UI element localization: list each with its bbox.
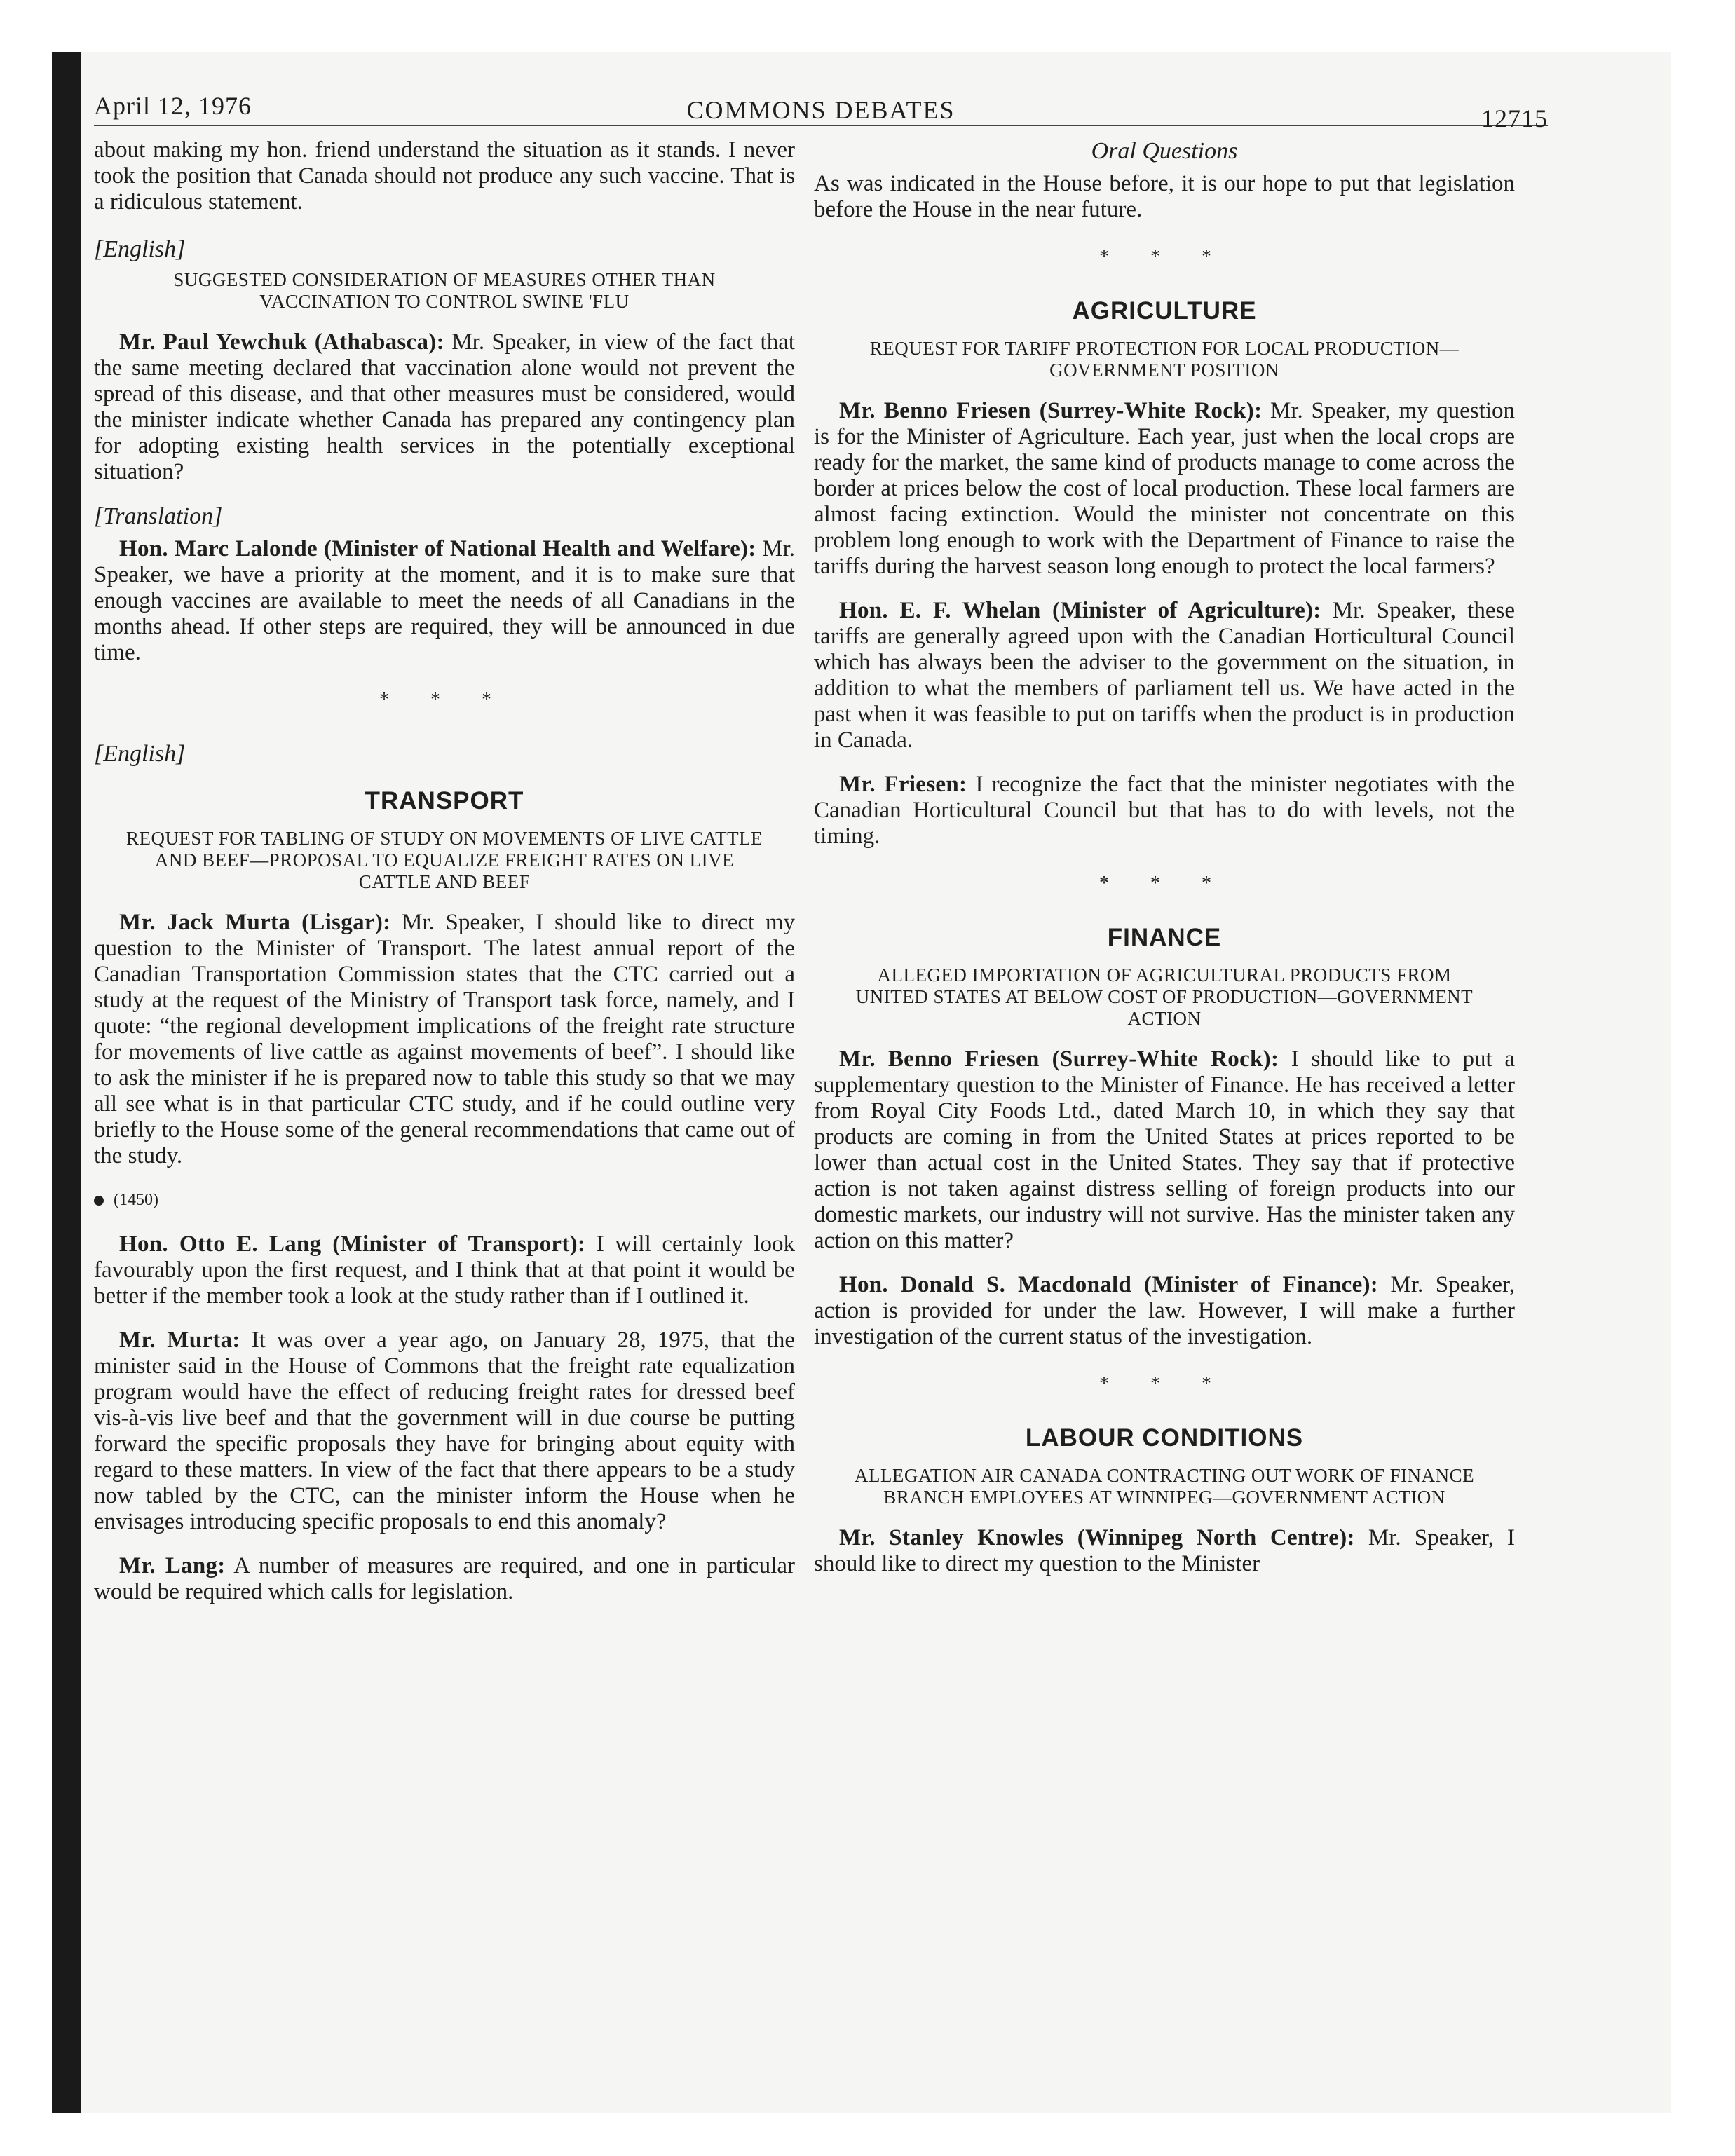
speech-text: I should like to put a supplementary question to the Minister of Finance. He has received a letter from Royal City Foods Ltd., dated March 10, in which they say that products are coming in from the United States at prices reported to be lower than actual cost in the United States. They say that if protective action is not taken against distress selling of foreign products into our domestic markets, our industry will not survive. Has the minister taken any action on this matter?	[814, 1046, 1515, 1253]
speaker-name: Hon. Donald S. Macdonald (Minister of Finance):	[839, 1272, 1379, 1297]
speech-text: Mr. Speaker, in view of the fact that the same meeting declared that vaccination alone would not prevent the spread of this disease, and that other measures must be considered, would the minister indicate whether Canada has prepared any contingency plan for adopting existing health services in the potentially exceptional situation?	[94, 329, 796, 484]
section-heading: AGRICULTURE	[1072, 297, 1257, 325]
speech-text: It was over a year ago, on January 28, 1975, that the minister said in the House of Commons that the freight rate equalization program would have the effect of reducing freight rates for dressed beef vis-à-vis live beef and that the government will in due course be putting forward the specific proposals they have for bringing about equity with regard to these matters. In view of the fact that there appears to be a study now tabled by the CTC, can the minister inform the House when he envisages introducing specific proposals to end this anomaly?	[94, 1328, 795, 1534]
paragraph	[814, 598, 1515, 753]
paragraph	[814, 398, 1515, 580]
paragraph	[94, 910, 795, 1169]
speaker-name: Hon. Marc Lalonde (Minister of National Health and Welfare):	[119, 536, 756, 561]
paragraph	[94, 1231, 795, 1309]
speech-text: I recognize the fact that the minister negotiates with the Canadian Horticultural Council but that has to do with levels, not the timing.	[814, 772, 1515, 849]
paragraph	[94, 536, 795, 666]
speaker-name: Mr. Paul Yewchuk (Athabasca):	[119, 329, 444, 355]
header-date: April 12, 1976	[94, 92, 252, 120]
paragraph	[814, 1525, 1515, 1577]
section-heading: TRANSPORT	[365, 787, 524, 814]
paragraph: about making my hon. friend understand the situation as it stands. I never took the position that Canada should not produce any such vaccine. That is a ridiculous statement.	[94, 137, 795, 214]
paragraph: As was indicated in the House before, it is our hope to put that legislation before the House in the near future.	[814, 171, 1515, 222]
right-column	[814, 137, 1515, 1595]
paragraph	[94, 1553, 795, 1605]
left-column	[94, 137, 795, 1623]
paragraph	[94, 329, 795, 485]
subheading: SUGGESTED CONSIDERATION OF MEASURES OTHER THAN VACCINATION TO CONTROL SWINE 'FLU	[173, 269, 716, 312]
scan-edge	[52, 52, 81, 2113]
subheading: ALLEGATION AIR CANADA CONTRACTING OUT WORK OF FINANCE BRANCH EMPLOYEES AT WINNIPEG—GOVERNMENT ACTION	[854, 1465, 1475, 1508]
speaker-name: Hon. E. F. Whelan (Minister of Agriculture):	[839, 598, 1321, 623]
speaker-name: Mr. Jack Murta (Lisgar):	[119, 910, 391, 935]
speech-text: Mr. Speaker, I should like to direct my question to the Minister of Transport. The latest annual report of the Canadian Transportation Commission states that the CTC carried out a study at the request of the Ministry of Transport task force, namely, and I quote: “the regional development implications of the freight rate structure for movements of live cattle as against movements of beef”. I should like to ask the minister if he is prepared now to table this study so that we may all see what is in that particular CTC study, and if he could outline very briefly to the House some of the general recommendations that came out of the study.	[94, 910, 795, 1168]
header-title: COMMONS DEBATES	[686, 96, 955, 124]
page-number: 12715	[1481, 104, 1548, 132]
speaker-name: Mr. Stanley Knowles (Winnipeg North Centre):	[839, 1525, 1355, 1550]
section-separator: * * *	[1099, 1373, 1230, 1395]
section-separator: * * *	[1099, 246, 1230, 268]
bullet-icon	[94, 1196, 104, 1206]
speaker-name: Mr. Lang:	[119, 1553, 226, 1578]
section-separator: * * *	[1099, 873, 1230, 894]
speech-text: Mr. Speaker, I should like to direct my question to the Minister	[814, 1525, 1515, 1576]
subheading: ALLEGED IMPORTATION OF AGRICULTURAL PRODUCTS FROM UNITED STATES AT BELOW COST OF PRODUCTION—GOVERNMENT ACTION	[855, 964, 1474, 1029]
language-marker: [Translation]	[94, 503, 223, 529]
speech-text: Mr. Speaker, we have a priority at the moment, and it is to make sure that enough vaccines are available to meet the needs of all Canadians in the months ahead. If other steps are required, they will be announced in due time.	[94, 536, 795, 665]
speech-text: Mr. Speaker, my question is for the Minister of Agriculture. Each year, just when the local crops are ready for the market, the same kind of products manage to come across the border at prices below the cost of local production. These local farmers are almost facing extinction. Would the minister not concentrate on this problem long enough to work with the Department of Finance to raise the tariffs during the harvest season long enough to protect the local farmers?	[814, 398, 1515, 579]
subheading: REQUEST FOR TARIFF PROTECTION FOR LOCAL PRODUCTION—GOVERNMENT POSITION	[869, 338, 1460, 381]
paragraph	[814, 1272, 1515, 1350]
speaker-name: Mr. Friesen:	[839, 772, 967, 797]
language-marker: [English]	[94, 236, 186, 262]
language-marker: [English]	[94, 741, 186, 767]
speech-text: Mr. Speaker, action is provided for under the law. However, I will make a further investigation of the current status of the investigation.	[814, 1272, 1515, 1349]
subheading: REQUEST FOR TABLING OF STUDY ON MOVEMENTS OF LIVE CATTLE AND BEEF—PROPOSAL TO EQUALIZE FREIGHT RATES ON LIVE CATTLE AND BEEF	[125, 828, 763, 892]
time-stamp: (1450)	[114, 1191, 158, 1209]
speaker-name: Hon. Otto E. Lang (Minister of Transport):	[119, 1231, 586, 1257]
section-separator: * * *	[379, 689, 510, 711]
paragraph	[94, 1328, 795, 1535]
speech-text: Mr. Speaker, these tariffs are generally agreed upon with the Canadian Horticultural Council which has always been the adviser to the government on the situation, in addition to what the members of parliament tell us. We have acted in the past when it was feasible to put on tariffs when the product is in production in Canada.	[814, 598, 1515, 753]
section-heading: LABOUR CONDITIONS	[1025, 1424, 1304, 1452]
section-heading: FINANCE	[1107, 924, 1222, 951]
running-head: Oral Questions	[1091, 138, 1238, 164]
time-marker	[94, 1187, 795, 1213]
speaker-name: Mr. Benno Friesen (Surrey-White Rock):	[839, 398, 1263, 423]
paragraph	[814, 772, 1515, 850]
page-header	[94, 86, 1548, 132]
speech-text: A number of measures are required, and one in particular would be required which calls for legislation.	[94, 1553, 795, 1604]
speech-text: I will certainly look favourably upon the first request, and I think that at that point it would be better if the member took a look at the study rather than if I outlined it.	[94, 1231, 795, 1309]
speaker-name: Mr. Benno Friesen (Surrey-White Rock):	[839, 1046, 1279, 1072]
speaker-name: Mr. Murta:	[119, 1328, 240, 1353]
paragraph	[814, 1046, 1515, 1254]
